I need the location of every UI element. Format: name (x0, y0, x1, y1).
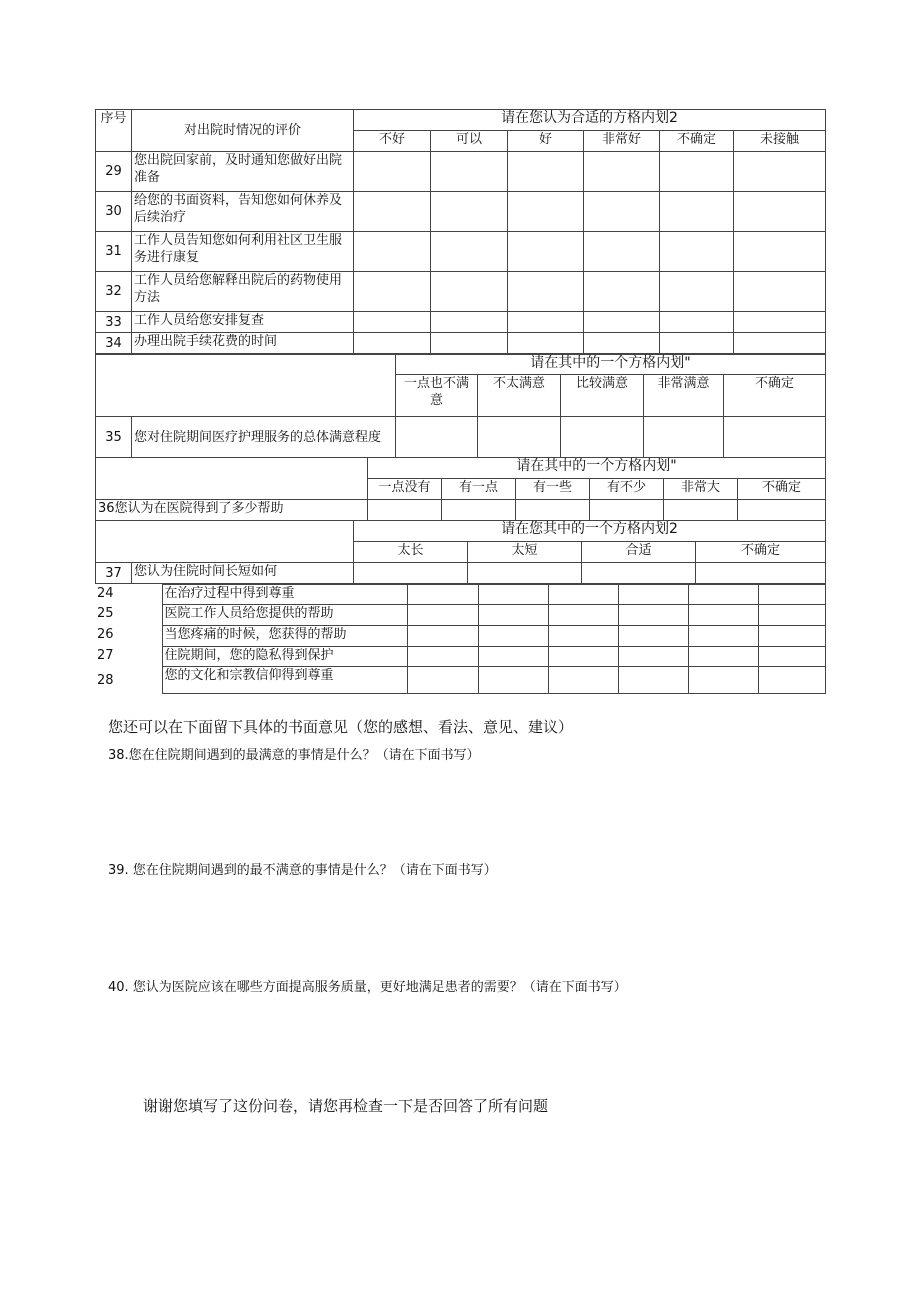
answer-cell[interactable] (548, 667, 618, 694)
answer-cell[interactable] (734, 192, 826, 232)
row-question: 您认为住院时间长短如何 (132, 563, 354, 584)
table-row (96, 152, 826, 192)
row-question: 36您认为在医院得到了多少帮助 (96, 500, 368, 521)
answer-cell[interactable] (508, 232, 584, 272)
answer-cell[interactable] (407, 667, 478, 694)
answer-cell[interactable] (584, 152, 660, 192)
eval-header: 对出院时情况的评价 (132, 110, 354, 152)
overall-satisfaction-table (95, 354, 826, 458)
instruction-header: 请在其中的一个方格内划" (396, 355, 826, 375)
table-row (96, 417, 826, 458)
option-header: 不太满意 (478, 375, 561, 417)
answer-cell[interactable] (548, 585, 618, 605)
seq-header: 序号 (96, 110, 132, 152)
table-row (96, 232, 826, 272)
written-feedback-intro: 您还可以在下面留下具体的书面意见（您的感想、看法、意见、建议） (108, 718, 574, 736)
answer-cell[interactable] (407, 626, 478, 647)
row-question: 工作人员给您安排复查 (132, 312, 354, 333)
instruction-header: 请在其中的一个方格内划" (368, 458, 826, 479)
option-header: 可以 (431, 131, 508, 152)
answer-cell[interactable] (508, 333, 584, 354)
row-number: 27 (97, 647, 114, 663)
table-row (96, 500, 826, 521)
instruction-header: 请在您认为合适的方格内划2 (354, 110, 826, 131)
answer-cell[interactable] (696, 563, 826, 584)
blank-header (96, 521, 354, 563)
answer-cell[interactable] (738, 500, 826, 521)
option-header: 一点也不满意 (396, 375, 478, 417)
answer-cell[interactable] (442, 500, 516, 521)
answer-cell[interactable] (584, 333, 660, 354)
answer-cell[interactable] (584, 272, 660, 312)
option-header: 太短 (468, 542, 582, 563)
answer-cell[interactable] (660, 152, 734, 192)
option-header: 非常大 (664, 479, 738, 500)
answer-cell[interactable] (590, 500, 664, 521)
question-39: 39. 您在住院期间遇到的最不满意的事情是什么？（请在下面书写） (108, 863, 497, 878)
answer-cell[interactable] (548, 647, 618, 667)
answer-cell[interactable] (584, 312, 660, 333)
answer-cell[interactable] (660, 333, 734, 354)
answer-cell[interactable] (758, 626, 825, 647)
answer-cell[interactable] (582, 563, 696, 584)
answer-cell[interactable] (508, 312, 584, 333)
blank-header (96, 355, 396, 417)
row-number: 31 (96, 232, 132, 272)
row-question: 您的文化和宗教信仰得到尊重 (162, 667, 407, 694)
discharge-evaluation-table (95, 109, 826, 354)
option-header: 有一点 (442, 479, 516, 500)
table-row (95, 605, 825, 626)
instruction-header: 请在您其中的一个方格内划2 (354, 521, 826, 542)
answer-cell[interactable] (468, 563, 582, 584)
answer-cell[interactable] (516, 500, 590, 521)
row-question: 在治疗过程中得到尊重 (162, 585, 407, 605)
answer-cell[interactable] (548, 626, 618, 647)
option-header: 有一些 (516, 479, 590, 500)
answer-cell[interactable] (407, 605, 478, 626)
option-header: 未接触 (734, 131, 826, 152)
table-row (95, 585, 825, 605)
question-40: 40. 您认为医院应该在哪些方面提高服务质量，更好地满足患者的需要？（请在下面书写） (108, 980, 627, 995)
row-question: 当您疼痛的时候，您获得的帮助 (162, 626, 407, 647)
option-header: 好 (508, 131, 584, 152)
answer-cell[interactable] (354, 333, 431, 354)
answer-cell[interactable] (354, 152, 431, 192)
answer-cell[interactable] (734, 272, 826, 312)
answer-cell[interactable] (758, 605, 825, 626)
option-header: 有不少 (590, 479, 664, 500)
table-row (95, 647, 825, 667)
respect-help-table (95, 584, 826, 694)
option-header: 不确定 (696, 542, 826, 563)
help-received-table (95, 457, 826, 521)
answer-cell[interactable] (758, 667, 825, 694)
answer-cell[interactable] (660, 272, 734, 312)
answer-cell[interactable] (660, 232, 734, 272)
answer-cell[interactable] (688, 605, 758, 626)
answer-cell[interactable] (644, 417, 724, 458)
option-header: 合适 (582, 542, 696, 563)
answer-cell[interactable] (478, 626, 548, 647)
answer-cell[interactable] (354, 232, 431, 272)
answer-cell[interactable] (618, 605, 688, 626)
row-question: 给您的书面资料，告知您如何休养及后续治疗 (132, 192, 354, 232)
row-number: 37 (96, 563, 132, 584)
table-row (96, 312, 826, 333)
answer-cell[interactable] (734, 312, 826, 333)
answer-cell[interactable] (734, 152, 826, 192)
row-question: 医院工作人员给您提供的帮助 (162, 605, 407, 626)
answer-cell[interactable] (478, 667, 548, 694)
row-number: 33 (96, 312, 132, 333)
row-number: 30 (96, 192, 132, 232)
row-number: 28 (97, 672, 114, 688)
answer-cell[interactable] (584, 232, 660, 272)
answer-cell[interactable] (508, 272, 584, 312)
answer-cell[interactable] (734, 232, 826, 272)
table-row (95, 667, 825, 694)
answer-cell[interactable] (508, 192, 584, 232)
answer-cell[interactable] (478, 417, 561, 458)
answer-cell[interactable] (354, 563, 468, 584)
answer-cell[interactable] (618, 585, 688, 605)
row-number: 25 (97, 605, 114, 621)
option-header: 一点没有 (368, 479, 442, 500)
blank-header (96, 458, 368, 500)
answer-cell[interactable] (354, 312, 431, 333)
row-number: 29 (96, 152, 132, 192)
answer-cell[interactable] (688, 667, 758, 694)
option-header: 不好 (354, 131, 431, 152)
row-number: 26 (97, 626, 114, 642)
stay-length-table (95, 520, 826, 584)
answer-cell[interactable] (431, 192, 508, 232)
row-question: 工作人员告知您如何利用社区卫生服务进行康复 (132, 232, 354, 272)
row-question: 住院期间，您的隐私得到保护 (162, 647, 407, 667)
answer-cell[interactable] (354, 192, 431, 232)
option-header: 非常好 (584, 131, 660, 152)
answer-cell[interactable] (478, 647, 548, 667)
answer-cell[interactable] (664, 500, 738, 521)
answer-cell[interactable] (431, 232, 508, 272)
table-row (96, 333, 826, 354)
thank-you-note: 谢谢您填写了这份问卷，请您再检查一下是否回答了所有问题 (143, 1097, 549, 1115)
answer-cell[interactable] (396, 417, 478, 458)
answer-cell[interactable] (688, 626, 758, 647)
answer-cell[interactable] (660, 312, 734, 333)
answer-cell[interactable] (734, 333, 826, 354)
row-question: 工作人员给您解释出院后的药物使用方法 (132, 272, 354, 312)
answer-cell[interactable] (758, 585, 825, 605)
answer-cell[interactable] (688, 585, 758, 605)
answer-cell[interactable] (478, 605, 548, 626)
answer-cell[interactable] (584, 192, 660, 232)
answer-cell[interactable] (548, 605, 618, 626)
row-number: 32 (96, 272, 132, 312)
option-header: 非常满意 (644, 375, 724, 417)
row-question: 您出院回家前，及时通知您做好出院准备 (132, 152, 354, 192)
table-row (95, 626, 825, 647)
answer-cell[interactable] (618, 647, 688, 667)
answer-cell[interactable] (618, 626, 688, 647)
answer-cell[interactable] (561, 417, 644, 458)
row-question: 您对住院期间医疗护理服务的总体满意程度 (132, 417, 396, 458)
option-header: 不确定 (724, 375, 826, 417)
question-38: 38.您在住院期间遇到的最满意的事情是什么？（请在下面书写） (108, 748, 480, 763)
answer-cell[interactable] (431, 333, 508, 354)
row-number: 35 (96, 417, 132, 458)
option-header: 不确定 (660, 131, 734, 152)
answer-cell[interactable] (431, 152, 508, 192)
option-header: 比较满意 (561, 375, 644, 417)
answer-cell[interactable] (508, 152, 584, 192)
answer-cell[interactable] (724, 417, 826, 458)
table-row (96, 563, 826, 584)
row-number: 34 (96, 333, 132, 354)
answer-cell[interactable] (688, 647, 758, 667)
answer-cell[interactable] (478, 585, 548, 605)
answer-cell[interactable] (368, 500, 442, 521)
answer-cell[interactable] (354, 272, 431, 312)
answer-cell[interactable] (618, 667, 688, 694)
table-row (96, 192, 826, 232)
answer-cell[interactable] (431, 312, 508, 333)
answer-cell[interactable] (431, 272, 508, 312)
option-header: 不确定 (738, 479, 826, 500)
option-header: 太长 (354, 542, 468, 563)
row-question: 办理出院手续花费的时间 (132, 333, 354, 354)
answer-cell[interactable] (407, 585, 478, 605)
answer-cell[interactable] (758, 647, 825, 667)
answer-cell[interactable] (407, 647, 478, 667)
answer-cell[interactable] (660, 192, 734, 232)
row-number: 24 (97, 585, 114, 601)
table-row (96, 272, 826, 312)
